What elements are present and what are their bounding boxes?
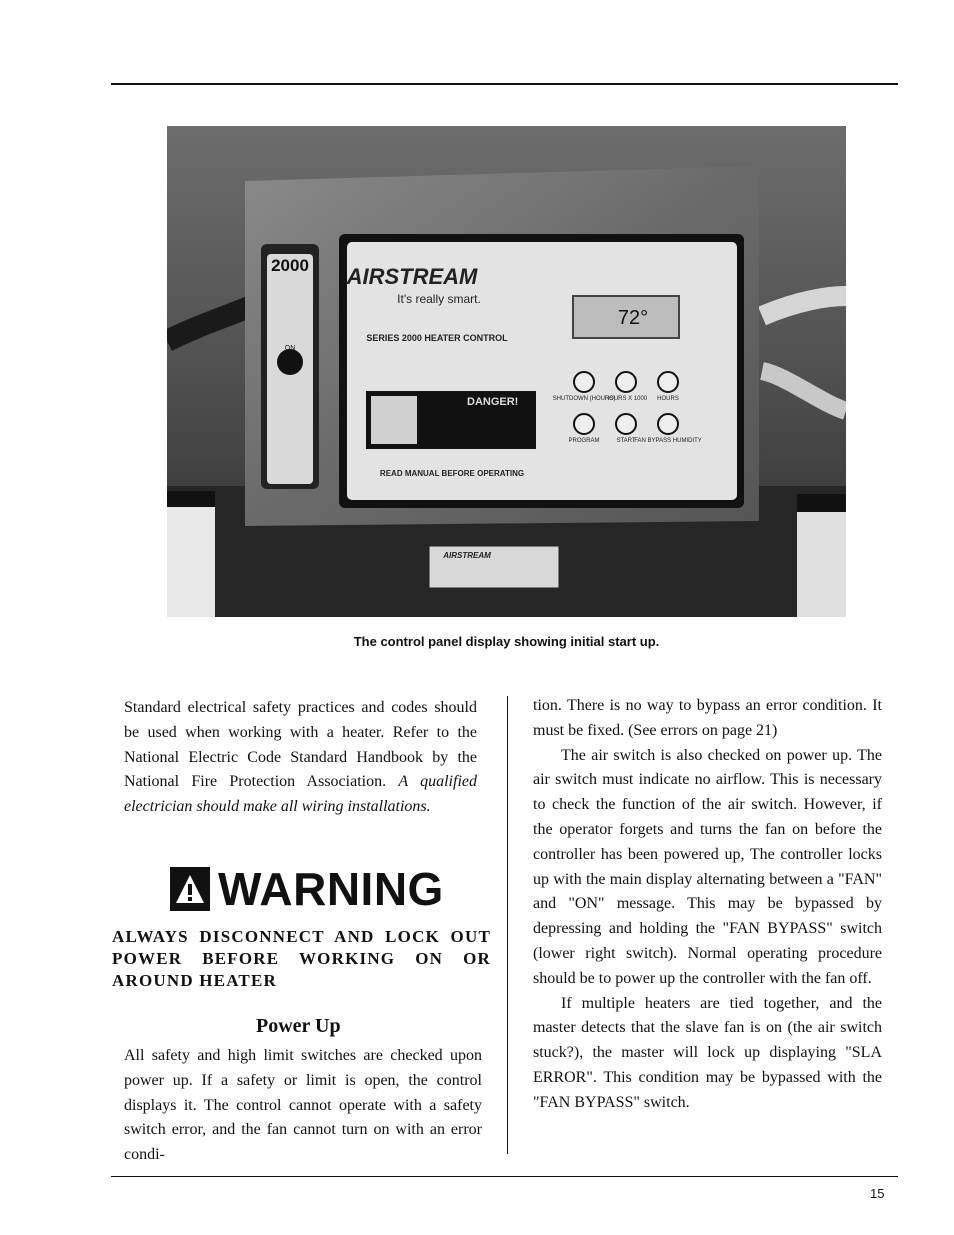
error-condition-paragraph: tion. There is no way to bypass an error condition. It must be fixed. (See errors on page 21) xyxy=(533,697,882,739)
power-up-heading: Power Up xyxy=(256,1015,341,1037)
multiple-heaters-paragraph: If multiple heaters are tied together, and the master detects that the slave fan is on (the air switch stuck?), the master will lock up displaying "SLA ERROR". This condition may be bypassed with the "FAN BYPASS" switch. xyxy=(533,994,882,1111)
disconnect-alert: ALWAYS DISCONNECT AND LOCK OUT POWER BEFORE WORKING ON OR AROUND HEATER xyxy=(112,927,491,990)
top-rule xyxy=(111,83,898,85)
panel-footer-label: READ MANUAL BEFORE OPERATING xyxy=(379,469,525,478)
button-label-start: START xyxy=(616,438,636,444)
qualified-electrician-note: A qualified electrician should make all wiring installations. xyxy=(124,773,477,816)
button-label-program: PROGRAM xyxy=(568,438,600,444)
warning-heading xyxy=(170,864,444,914)
photo-caption: The control panel display showing initial start up. xyxy=(353,634,660,649)
column-divider xyxy=(507,696,508,1154)
danger-label: DANGER! xyxy=(467,396,519,408)
side-panel-label: 2000 xyxy=(271,256,309,275)
button-label-shutdown: SHUTDOWN (HOURS) xyxy=(552,396,616,402)
button-label-hours: HOURS xyxy=(657,396,679,402)
control-panel-illustration xyxy=(167,126,846,617)
page-number: 15 xyxy=(870,1186,885,1201)
control-panel-photo xyxy=(167,126,846,617)
airstream-logo: AIRSTREAM xyxy=(346,264,478,289)
lcd-display-value: 72° xyxy=(617,307,649,329)
air-switch-paragraph: The air switch is also checked on power up. The air switch must indicate no airflow. This is necessary to check the function of the air switch. However, if the operator forgets and turns the fan on before the controller has been powered up, The controller locks up with the main display alternating between a "FAN" and "ON" message. This may be bypassed by depressing and holding the "FAN BYPASS" switch (lower right switch). Normal operating procedure should be to power up the controller with the fan off. xyxy=(533,746,882,987)
warning-triangle-icon xyxy=(170,867,210,911)
tagline: It's really smart. xyxy=(397,292,481,306)
button-label-hours-1000: HOURS X 1000 xyxy=(604,396,648,402)
button-label-fan-bypass: FAN BYPASS HUMIDITY xyxy=(634,438,702,444)
electrical-safety-paragraph xyxy=(124,696,477,820)
warning-word: WARNING xyxy=(218,863,444,915)
bottom-rule xyxy=(111,1176,898,1177)
power-up-paragraph: All safety and high limit switches are checked upon power up. If a safety or limit is open, the control displays it. The control cannot operate with a safety switch error, and the fan cannot turn on with an error condi- xyxy=(124,1047,482,1164)
electrical-safety-text: Standard electrical safety practices and codes should be used when working with a heater. Refer to the National Electric Code Standard Handbook by the National Fire Protection Association. xyxy=(124,699,477,791)
right-column xyxy=(533,694,882,1116)
model-line: SERIES 2000 HEATER CONTROL xyxy=(366,333,508,343)
plate-brand: AIRSTREAM xyxy=(443,551,491,560)
switch-label: ON xyxy=(284,345,296,352)
